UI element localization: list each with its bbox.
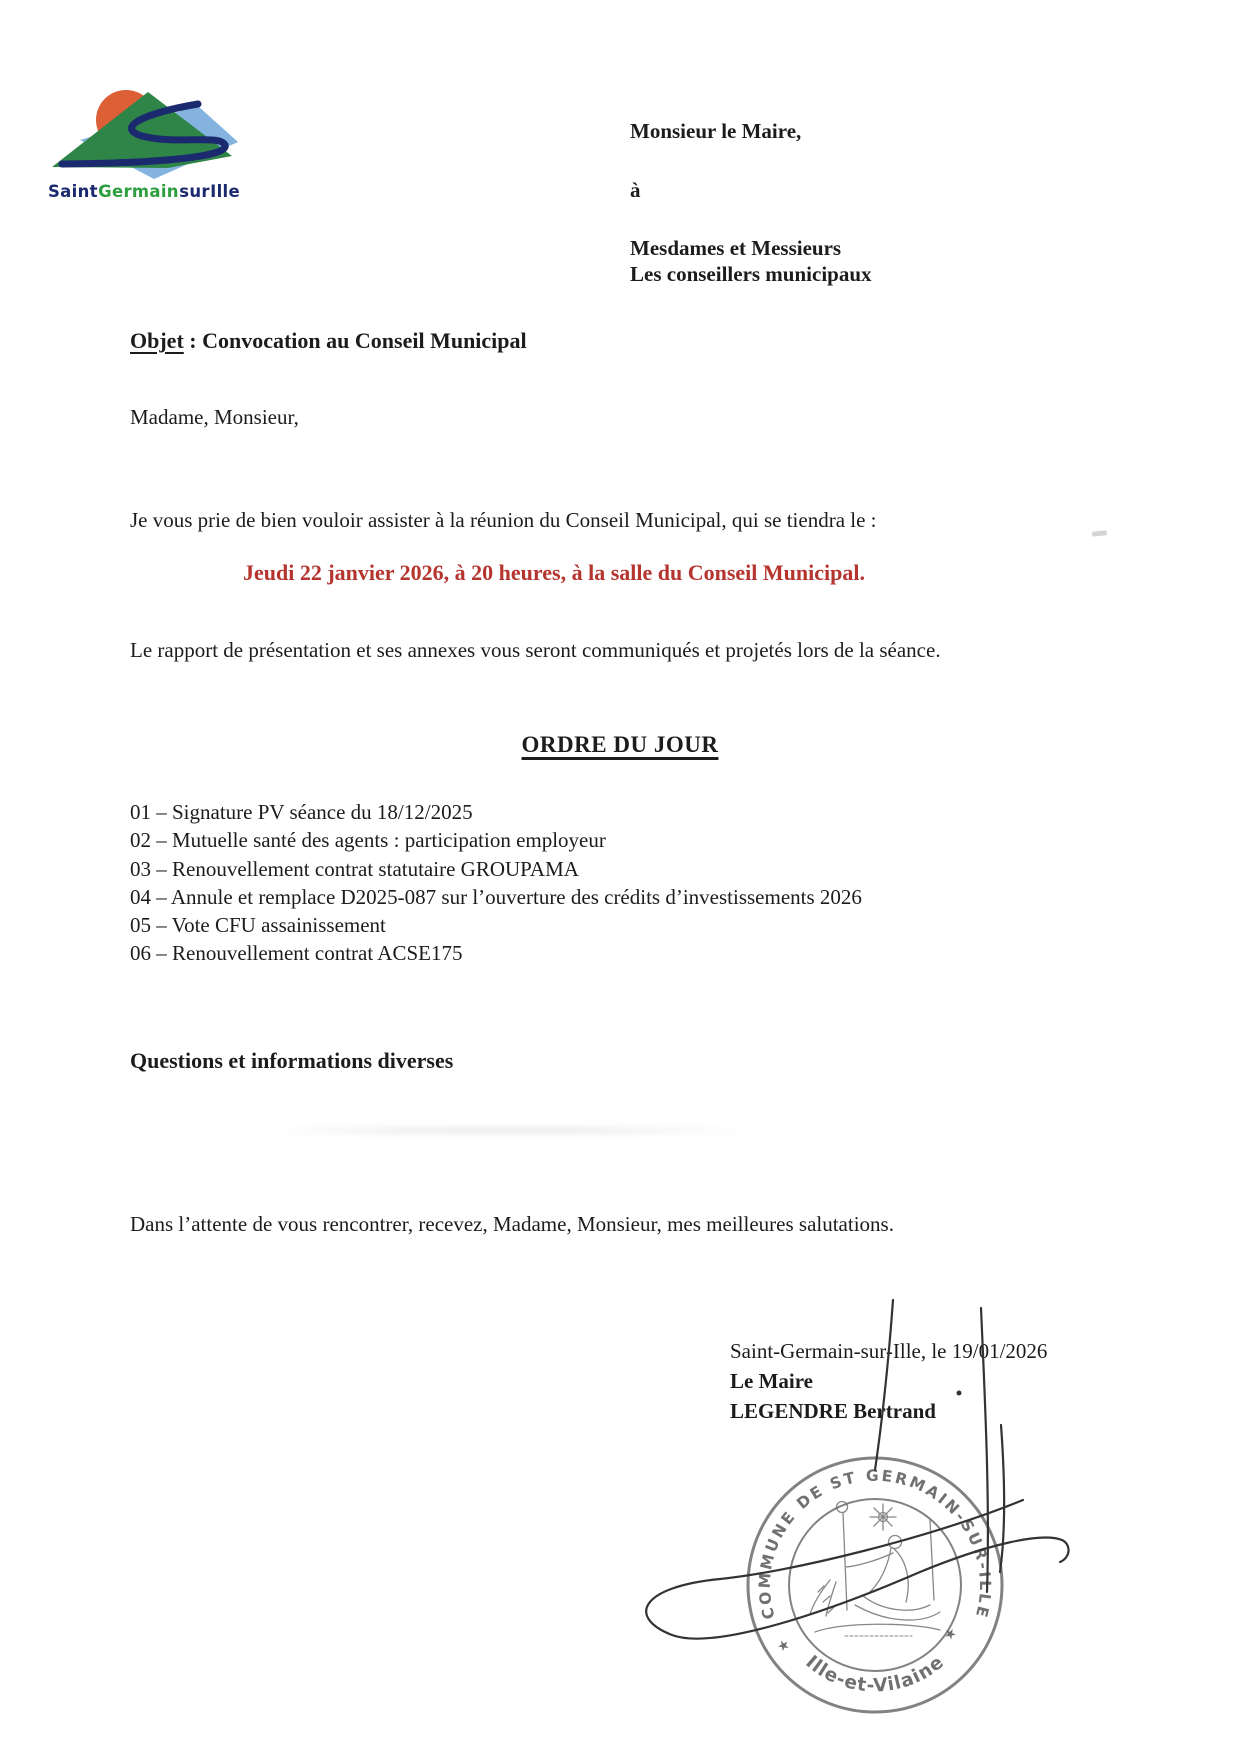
stamp-rings — [748, 1458, 1002, 1712]
stamp-star-right: ★ — [940, 1624, 960, 1645]
agenda-list — [130, 798, 862, 968]
questions-heading: Questions et informations diverses — [130, 1048, 454, 1073]
scan-artifact — [1092, 530, 1107, 537]
subject-text: : Convocation au Conseil Municipal — [183, 328, 527, 353]
recipient-sender: Monsieur le Maire, — [630, 119, 802, 143]
signer-role: Le Maire — [730, 1369, 813, 1393]
salutation: Madame, Monsieur, — [130, 405, 299, 429]
agenda-item: 06 – Renouvellement contrat ACSE175 — [130, 941, 463, 966]
agenda-title-text: ORDRE DU JOUR — [521, 732, 719, 757]
subject-label: Objet — [130, 328, 184, 353]
logo-word: Ille — [210, 182, 240, 201]
logo-word: Germain — [98, 182, 179, 201]
signer-name: LEGENDRE Bertrand — [730, 1399, 936, 1423]
meeting-date-notice: Jeudi 22 janvier 2026, à 20 heures, à la salle du Conseil Municipal. — [243, 560, 865, 585]
rapport-note: Le rapport de présentation et ses annexes vous seront communiqués et projetés lors de la séance. — [130, 638, 941, 662]
stamp-star-left: ★ — [774, 1635, 794, 1656]
commune-logo-emblem-icon — [48, 84, 240, 180]
agenda-title — [0, 732, 1240, 758]
recipient-addressees-1: Mesdames et Messieurs — [630, 236, 842, 260]
agenda-item: 01 – Signature PV séance du 18/12/2025 — [130, 800, 473, 824]
place-and-date: Saint-Germain-sur-Ille, le 19/01/2026 — [730, 1339, 1048, 1363]
stamp-emblem-icon — [810, 1502, 940, 1637]
intro-paragraph: Je vous prie de bien vouloir assister à la réunion du Conseil Municipal, qui se tiendra le : — [130, 508, 877, 532]
commune-logo-wordmark — [48, 182, 240, 201]
scan-artifact — [270, 1126, 750, 1135]
stamp-top-text: COMMUNE DE ST GERMAIN-SUR-ILLE — [755, 1466, 995, 1622]
subject-line — [130, 328, 527, 354]
svg-text:Ille-et-Vilaine — [802, 1652, 949, 1697]
recipient-block — [630, 118, 872, 287]
recipient-addressees-2: Les conseillers municipaux — [630, 262, 872, 286]
stamp-bottom-text: Ille-et-Vilaine — [801, 1651, 949, 1697]
agenda-item: 04 – Annule et remplace D2025-087 sur l’ouverture des crédits d’investissements 2026 — [130, 884, 862, 909]
recipient-to: à — [630, 178, 641, 202]
closing-paragraph: Dans l’attente de vous rencontrer, recevez, Madame, Monsieur, mes meilleures salutations. — [130, 1212, 894, 1236]
agenda-item: 03 – Renouvellement contrat statutaire GROUPAMA — [130, 856, 579, 881]
agenda-item: 05 – Vote CFU assainissement — [130, 913, 386, 938]
logo-word: Saint — [48, 182, 98, 201]
commune-logo — [48, 84, 244, 201]
logo-word: sur — [179, 182, 210, 201]
municipal-stamp-and-signature — [600, 1280, 1120, 1750]
agenda-item: 02 – Mutuelle santé des agents : participation employeur — [130, 828, 606, 853]
